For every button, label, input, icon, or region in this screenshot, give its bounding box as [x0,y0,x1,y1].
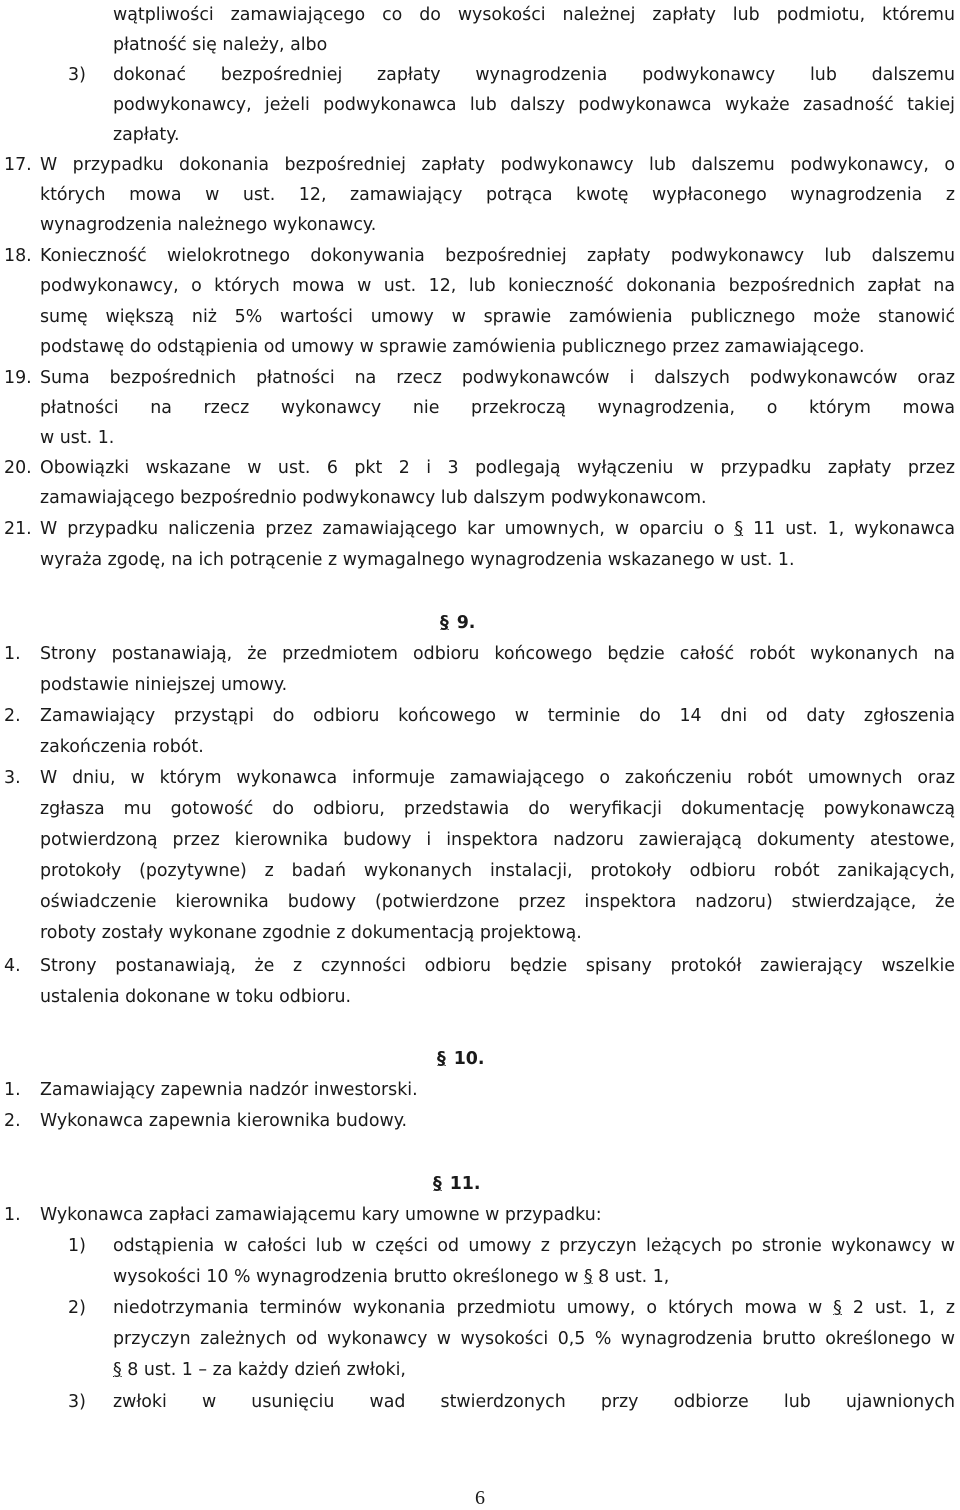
text-line: W dniu, w którym wykonawca informuje zamawiającego o zakończeniu robót umownych oraz [40,768,955,788]
text-line: oświadczenie kierownika budowy (potwierdzone przez inspektora nadzoru) stwierdzające, że [40,892,955,912]
text-line: zamawiającego bezpośrednio podwykonawcy lub dalszym podwykonawcom. [40,488,707,508]
text-line: W przypadku dokonania bezpośredniej zapłaty podwykonawcy lub dalszemu podwykonawcy, o [40,155,955,175]
text-line: Wykonawca zapłaci zamawiającemu kary umowne w przypadku: [40,1205,602,1225]
text-line: zgłasza mu gotowość do odbioru, przedstawia do weryfikacji dokumentację powykonawczą [40,799,955,819]
text-line: podwykonawcy, jeżeli podwykonawca lub dalszy podwykonawca wykaże zasadność takiej [113,95,955,115]
list-number: 1. [4,1080,21,1100]
page-number: 6 [475,1487,485,1509]
text-line: dokonać bezpośredniej zapłaty wynagrodzenia podwykonawcy lub dalszemu [113,65,955,85]
text-line: przyczyn zależnych od wykonawcy w wysokości 0,5 % wynagrodzenia brutto określonego w [113,1329,955,1349]
text-line: roboty zostały wykonane zgodnie z dokumentacją projektową. [40,923,582,943]
text-line: Zamawiający przystąpi do odbioru końcowego w terminie do 14 dni od daty zgłoszenia [40,706,955,726]
text-line: protokoły (pozytywne) z badań wykonanych instalacji, protokoły odbioru robót zanikających, [40,861,955,881]
text-line: podwykonawcy, o których mowa w ust. 12, lub konieczność dokonania bezpośrednich zapłat na [40,276,955,296]
text-line: Suma bezpośrednich płatności na rzecz podwykonawców i dalszych podwykonawców oraz [40,368,955,388]
text-line: Konieczność wielokrotnego dokonywania bezpośredniej zapłaty podwykonawcy lub dalszemu [40,246,955,266]
list-number: 3) [68,65,86,85]
list-number: 2) [68,1298,86,1318]
text-line: ustalenia dokonane w toku odbioru. [40,987,352,1007]
text-line: Strony postanawiają, że przedmiotem odbioru końcowego będzie całość robót wykonanych na [40,644,955,664]
list-number: 20. [4,458,32,478]
list-number: 19. [4,368,32,388]
text-line: wątpliwości zamawiającego co do wysokości należnej zapłaty lub podmiotu, któremu [113,5,955,25]
list-number: 4. [4,956,21,976]
text-line: zwłoki w usunięciu wad stwierdzonych przy odbiorze lub ujawnionych [113,1392,955,1412]
section-heading: § 11. [433,1174,481,1194]
text-line: podstawie niniejszej umowy. [40,675,288,695]
text-line: W przypadku naliczenia przez zamawiającego kar umownych, w oparciu o § 11 ust. 1, wykonawca [40,519,955,539]
text-line: zapłaty. [113,125,180,145]
list-number: 3) [68,1392,86,1412]
text-line: których mowa w ust. 12, zamawiający potrąca kwotę wypłaconego wynagrodzenia z [40,185,955,205]
text-line: płatności na rzecz wykonawcy nie przekroczą wynagrodzenia, o którym mowa [40,398,955,418]
list-number: 1) [68,1236,86,1256]
list-number: 3. [4,768,21,788]
text-line: Wykonawca zapewnia kierownika budowy. [40,1111,408,1131]
list-number: 1. [4,1205,21,1225]
text-line: w ust. 1. [40,428,115,448]
text-line: Zamawiający zapewnia nadzór inwestorski. [40,1080,418,1100]
section-heading: § 10. [437,1049,485,1069]
list-number: 21. [4,519,32,539]
text-line: niedotrzymania terminów wykonania przedmiotu umowy, o których mowa w § 2 ust. 1, z [113,1298,955,1318]
text-line: potwierdzoną przez kierownika budowy i inspektora nadzoru zawierającą dokumenty atestowe, [40,830,955,850]
text-line: płatność się należy, albo [113,35,328,55]
list-number: 2. [4,1111,21,1131]
text-line: podstawę do odstąpienia od umowy w sprawie zamówienia publicznego przez zamawiającego. [40,337,865,357]
text-line: sumę większą niż 5% wartości umowy w sprawie zamówienia publicznego może stanowić [40,307,955,327]
text-line: wynagrodzenia należnego wykonawcy. [40,215,377,235]
text-line: Strony postanawiają, że z czynności odbioru będzie spisany protokół zawierający wszelkie [40,956,955,976]
text-line: Obowiązki wskazane w ust. 6 pkt 2 i 3 podlegają wyłączeniu w przypadku zapłaty przez [40,458,955,478]
list-number: 18. [4,246,32,266]
list-number: 1. [4,644,21,664]
text-line: zakończenia robót. [40,737,204,757]
section-heading: § 9. [440,613,476,633]
text-line: wyraża zgodę, na ich potrącenie z wymagalnego wynagrodzenia wskazanego w ust. 1. [40,550,795,570]
text-line: wysokości 10 % wynagrodzenia brutto określonego w § 8 ust. 1, [113,1267,670,1287]
text-line: odstąpienia w całości lub w części od umowy z przyczyn leżących po stronie wykonawcy w [113,1236,955,1256]
text-line: § 8 ust. 1 – za każdy dzień zwłoki, [113,1360,406,1380]
list-number: 2. [4,706,21,726]
list-number: 17. [4,155,32,175]
